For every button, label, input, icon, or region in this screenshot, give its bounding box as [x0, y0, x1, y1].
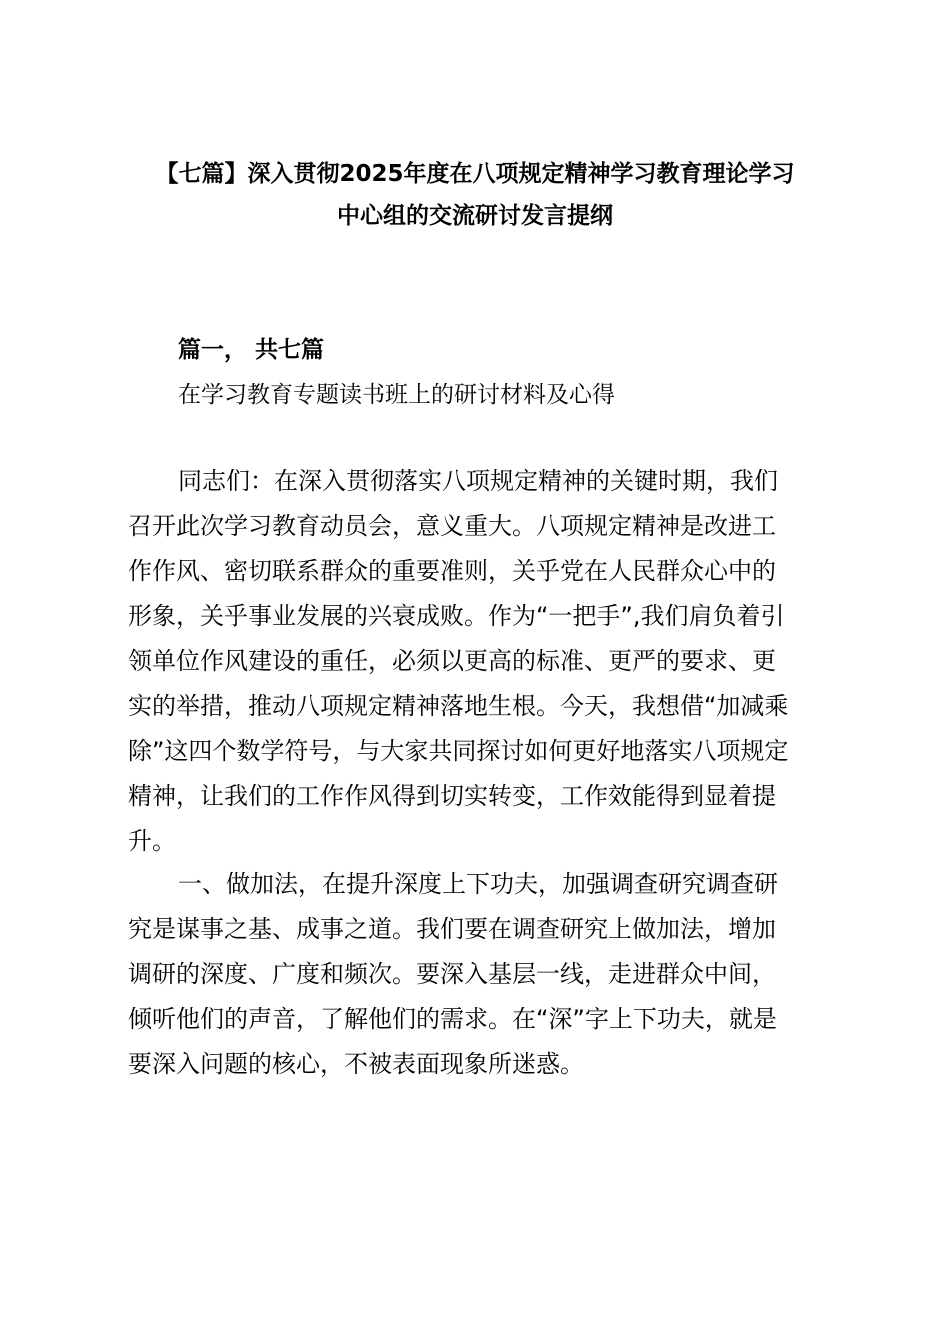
title-line-1: 【七篇】深入贯彻2025年度在八项规定精神学习教育理论学习 [155, 161, 795, 187]
paragraph-line: 形象，关乎事业发展的兴衰成败。作为“一把手”,我们肩负着引 [128, 602, 785, 630]
paragraph-line: 精神，让我们的工作作风得到切实转变，工作效能得到显着提 [128, 782, 776, 810]
paragraph-section-one [128, 862, 833, 1087]
paragraph-line: 同志们：在深入贯彻落实八项规定精神的关键时期，我们 [178, 467, 778, 495]
paragraph-line: 升。 [128, 827, 176, 855]
paragraph-line: 实的举措，推动八项规定精神落地生根。今天，我想借“加减乘 [128, 692, 789, 720]
document-title [120, 153, 830, 237]
paragraph-line: 倾听他们的声音，了解他们的需求。在“深”字上下功夫，就是 [128, 1005, 777, 1033]
paragraph-line: 除”这四个数学符号，与大家共同探讨如何更好地落实八项规定 [128, 737, 789, 765]
section-label: 篇一， 共七篇 [178, 337, 325, 363]
paragraph-line: 究是谋事之基、成事之道。我们要在调查研究上做加法，增加 [128, 915, 776, 943]
paragraph-line: 一、做加法，在提升深度上下功夫，加强调查研究调查研 [178, 870, 778, 898]
paragraph-line: 作作风、密切联系群众的重要准则，关乎党在人民群众心中的 [128, 557, 776, 585]
title-line-2: 中心组的交流研讨发言提纲 [337, 203, 613, 229]
paragraph-line: 召开此次学习教育动员会，意义重大。八项规定精神是改进工 [128, 512, 776, 540]
paragraph-line: 要深入问题的核心，不被表面现象所迷惑。 [128, 1050, 584, 1078]
paragraph-line: 调研的深度、广度和频次。要深入基层一线，走进群众中间， [128, 960, 776, 988]
paragraph-line: 领单位作风建设的重任，必须以更高的标准、更严的要求、更 [128, 647, 776, 675]
paragraph-intro [128, 459, 833, 864]
section-subtitle: 在学习教育专题读书班上的研讨材料及心得 [178, 382, 615, 408]
